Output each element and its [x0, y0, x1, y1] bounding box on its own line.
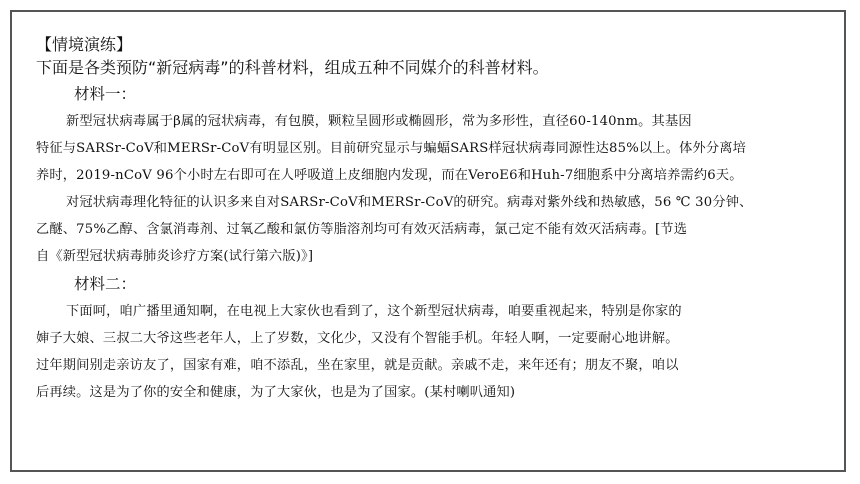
- material-1-title: 材料一：: [74, 85, 137, 103]
- material-2-paragraph-1: [36, 298, 826, 406]
- material-1-paragraph-2: [36, 189, 826, 270]
- intro-text: 下面是各类预防“新冠病毒”的科普材料，组成五种不同媒介的科普材料。: [36, 58, 549, 77]
- text-line: 新型冠状病毒属于β属的冠状病毒，有包膜，颗粒呈圆形或椭圆形，常为多形性，直径60-140nm。其基因: [66, 114, 692, 129]
- text-line: 婶子大娘、三叔二大爷这些老年人，上了岁数，文化少，又没有个智能手机。年轻人啊，一定要耐心地讲解。: [36, 331, 679, 346]
- material-1-paragraph-1: [36, 108, 826, 189]
- document-body: [36, 34, 826, 406]
- text-line: 乙醚、75%乙醇、含氯消毒剂、过氧乙酸和氯仿等脂溶剂均可有效灭活病毒，氯己定不能有效灭活病毒。[节选: [36, 222, 688, 237]
- text-line: 下面呵，咱广播里通知啊，在电视上大家伙也看到了，这个新型冠状病毒，咱要重视起来，特别是你家的: [66, 304, 682, 319]
- text-line: 自《新型冠状病毒肺炎诊疗方案(试行第六版)》]: [36, 249, 314, 264]
- text-line: 对冠状病毒理化特征的认识多来自对SARSr-CoV和MERSr-CoV的研究。病毒对紫外线和热敏感，56 ℃ 30分钟、: [66, 195, 753, 210]
- text-line: 过年期间别走亲访友了，国家有难，咱不添乱，坐在家里，就是贡献。亲戚不走，来年还有；朋友不聚，咱以: [36, 358, 679, 373]
- text-line: 特征与SARSr-CoV和MERSr-CoV有明显区别。目前研究显示与蝙蝠SARS样冠状病毒同源性达85%以上。体外分离培: [36, 141, 747, 156]
- section-tag: 【情境演练】: [36, 35, 133, 54]
- text-line: 后再续。这是为了你的安全和健康，为了大家伙，也是为了国家。(某村喇叭通知): [36, 385, 516, 400]
- material-2-title: 材料二：: [74, 275, 137, 293]
- text-line: 养时，2019-nCoV 96个小时左右即可在人呼吸道上皮细胞内发现，而在VeroE6和Huh-7细胞系中分离培养需约6天。: [36, 168, 743, 183]
